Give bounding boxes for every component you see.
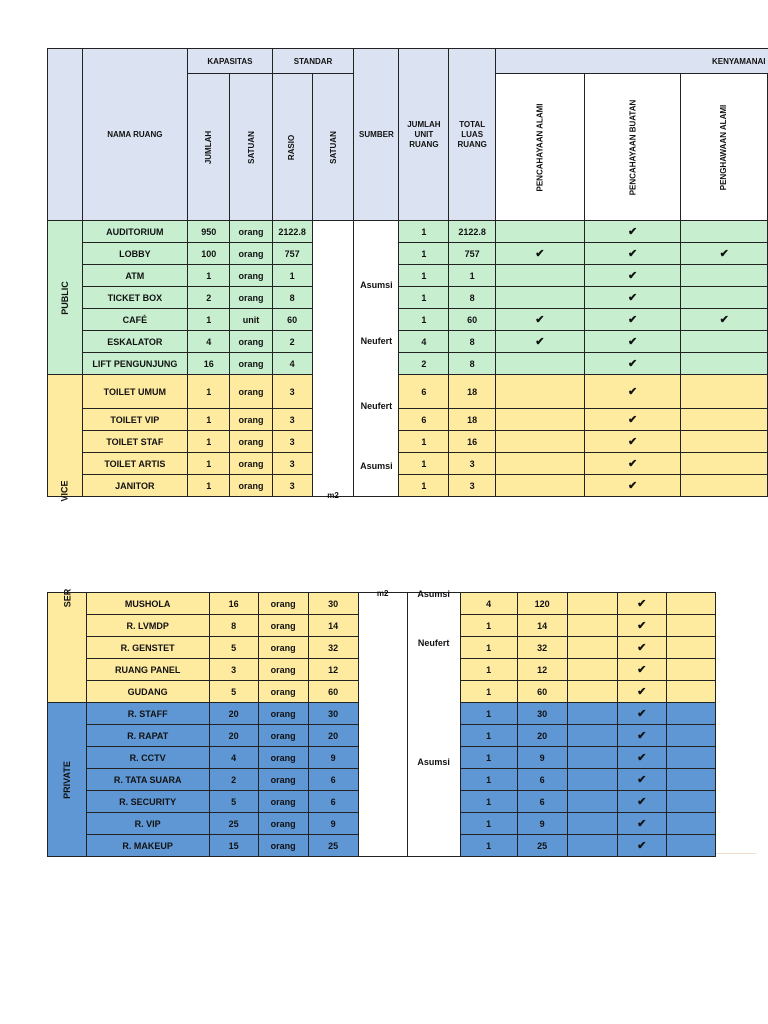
total-luas-value: 2122.8 [449,221,495,243]
jumlah-value: 16 [188,353,230,375]
header-jumlah: JUMLAH [204,130,214,164]
header-rasio-cell [272,74,312,221]
penghawaan-alami-check [681,221,768,243]
pencahayaan-alami-check [495,431,584,453]
penghawaan-alami-check [666,835,715,857]
jumlah-unit-value: 1 [460,681,517,703]
satuan-value: orang [258,593,308,615]
pencahayaan-buatan-check: ✔ [617,747,666,769]
jumlah-unit-value: 1 [460,615,517,637]
space-program-table-bottom [47,588,716,857]
table-row [48,331,768,353]
room-name: R. VIP [86,813,209,835]
rasio-value: 2 [272,331,312,353]
satuan-value: orang [230,431,272,453]
pencahayaan-buatan-check: ✔ [617,703,666,725]
rasio-value: 12 [308,659,358,681]
jumlah-unit-value: 1 [399,243,449,265]
room-name: MUSHOLA [86,593,209,615]
jumlah-value: 100 [188,243,230,265]
header-penghawaan-alami: PENGHAWAAN ALAMI [719,104,729,190]
pencahayaan-alami-check [567,637,617,659]
table-row [48,309,768,331]
pencahayaan-buatan-check: ✔ [617,593,666,615]
rasio-value: 2122.8 [272,221,312,243]
pencahayaan-buatan-check: ✔ [617,615,666,637]
jumlah-unit-value: 1 [399,287,449,309]
pencahayaan-alami-check [495,475,584,497]
sumber-cell [354,221,399,497]
source-label: Asumsi [360,280,393,290]
satuan-value: orang [230,353,272,375]
rasio-value: 30 [308,593,358,615]
room-name: R. STAFF [86,703,209,725]
jumlah-value: 2 [209,769,258,791]
jumlah-unit-value: 4 [399,331,449,353]
pencahayaan-buatan-check: ✔ [617,791,666,813]
room-name: TOILET VIP [82,409,188,431]
jumlah-unit-value: 6 [399,375,449,409]
pencahayaan-buatan-check: ✔ [584,265,681,287]
header-pa-cell [495,74,584,221]
jumlah-unit-value: 2 [399,353,449,375]
jumlah-unit-value: 1 [399,431,449,453]
penghawaan-alami-check [681,453,768,475]
penghawaan-alami-check [666,747,715,769]
room-name: R. CCTV [86,747,209,769]
satuan-value: orang [230,375,272,409]
room-name: TOILET STAF [82,431,188,453]
penghawaan-alami-check: ✔ [681,309,768,331]
rasio-value: 30 [308,703,358,725]
table-row [48,375,768,409]
pencahayaan-buatan-check: ✔ [617,725,666,747]
room-name: TICKET BOX [82,287,188,309]
rasio-value: 9 [308,813,358,835]
penghawaan-alami-check: ✔ [681,243,768,265]
pencahayaan-buatan-check: ✔ [584,375,681,409]
rasio-value: 4 [272,353,312,375]
header-ph-cell [681,74,768,221]
table-header [48,49,768,221]
rasio-value: 60 [308,681,358,703]
jumlah-value: 20 [209,703,258,725]
rasio-value: 6 [308,769,358,791]
pencahayaan-buatan-check: ✔ [584,221,681,243]
rasio-value: 1 [272,265,312,287]
pencahayaan-alami-check [495,265,584,287]
rasio-value: 8 [272,287,312,309]
sumber-cell [407,589,460,857]
source-label: Neufert [360,401,393,411]
table-body-bottom [48,588,716,857]
jumlah-unit-value: 4 [460,593,517,615]
penghawaan-alami-check [666,681,715,703]
penghawaan-alami-check [681,287,768,309]
room-name: R. GENSTET [86,637,209,659]
satuan-value: orang [230,409,272,431]
rasio-value: 32 [308,637,358,659]
table-row [48,265,768,287]
total-luas-value: 18 [449,409,495,431]
rasio-value: 3 [272,375,312,409]
source-label: Neufert [417,638,450,648]
satuan-value: orang [230,331,272,353]
pencahayaan-alami-check: ✔ [495,309,584,331]
rasio-value: 9 [308,747,358,769]
room-name: JANITOR [82,475,188,497]
penghawaan-alami-check [681,265,768,287]
top-table-section [0,0,768,502]
jumlah-value: 1 [188,265,230,287]
total-luas-value: 12 [517,659,567,681]
pencahayaan-buatan-check: ✔ [617,637,666,659]
penghawaan-alami-check [681,431,768,453]
pencahayaan-alami-check [567,615,617,637]
header-satuan2-cell [312,74,354,221]
jumlah-value: 5 [209,791,258,813]
pencahayaan-alami-check [567,835,617,857]
pencahayaan-alami-check [567,703,617,725]
pencahayaan-alami-check [567,681,617,703]
pencahayaan-buatan-check: ✔ [584,287,681,309]
rasio-value: 3 [272,431,312,453]
room-name: CAFÉ [82,309,188,331]
pencahayaan-alami-check [495,287,584,309]
pencahayaan-alami-check [495,221,584,243]
table-row [48,431,768,453]
jumlah-value: 3 [209,659,258,681]
group-label-service: VICE [59,480,70,502]
table-row [48,221,768,243]
total-luas-value: 60 [449,309,495,331]
jumlah-value: 1 [188,431,230,453]
penghawaan-alami-check [666,703,715,725]
table-row [48,475,768,497]
penghawaan-alami-check [666,725,715,747]
room-name: R. MAKEUP [86,835,209,857]
jumlah-value: 2 [188,287,230,309]
total-luas-value: 3 [449,475,495,497]
rasio-value: 3 [272,409,312,431]
pencahayaan-buatan-check: ✔ [584,453,681,475]
header-total-luas: TOTAL LUAS RUANG [449,49,495,221]
header-rasio: RASIO [287,134,297,160]
source-label: Asumsi [417,757,450,767]
table-row [48,453,768,475]
jumlah-value: 1 [188,409,230,431]
penghawaan-alami-check [666,813,715,835]
rasio-value: 3 [272,453,312,475]
total-luas-value: 14 [517,615,567,637]
jumlah-unit-value: 1 [460,725,517,747]
table-row [48,409,768,431]
satuan-value: orang [258,637,308,659]
total-luas-value: 120 [517,593,567,615]
group-label-private: PRIVATE [61,760,72,799]
room-name: R. RAPAT [86,725,209,747]
jumlah-unit-value: 1 [460,659,517,681]
jumlah-value: 1 [188,375,230,409]
satuan-standar-value: m2 [327,491,339,500]
header-pencahayaan-alami: PENCAHAYAAN ALAMI [535,102,545,192]
satuan-value: orang [258,615,308,637]
group-header-cell [48,49,83,221]
satuan-value: orang [258,791,308,813]
total-luas-value: 8 [449,331,495,353]
bottom-table-section [0,588,768,858]
table-row [48,243,768,265]
room-name: TOILET UMUM [82,375,188,409]
pencahayaan-buatan-check: ✔ [584,309,681,331]
pencahayaan-alami-check [567,813,617,835]
satuan-value: unit [230,309,272,331]
penghawaan-alami-check [666,637,715,659]
room-name: R. SECURITY [86,791,209,813]
satuan-value: orang [230,221,272,243]
pencahayaan-alami-check [567,659,617,681]
satuan-value: orang [230,475,272,497]
pencahayaan-buatan-check: ✔ [584,409,681,431]
pencahayaan-buatan-check: ✔ [584,353,681,375]
jumlah-value: 5 [209,681,258,703]
total-luas-value: 6 [517,791,567,813]
jumlah-unit-value: 1 [460,747,517,769]
satuan-value: orang [258,703,308,725]
room-name: ESKALATOR [82,331,188,353]
penghawaan-alami-check [666,615,715,637]
group-label-service-cont-cell [48,588,87,703]
jumlah-unit-value: 1 [399,221,449,243]
rasio-value: 757 [272,243,312,265]
pencahayaan-alami-check [567,725,617,747]
pencahayaan-alami-check: ✔ [495,243,584,265]
source-label: Asumsi [417,589,450,599]
jumlah-value: 1 [188,309,230,331]
header-kapasitas: KAPASITAS [188,49,273,74]
jumlah-value: 8 [209,615,258,637]
rasio-value: 14 [308,615,358,637]
pencahayaan-alami-check [495,353,584,375]
pencahayaan-buatan-check: ✔ [617,769,666,791]
group-label-service-cont: SER [61,588,72,608]
pencahayaan-buatan-check: ✔ [617,835,666,857]
jumlah-value: 25 [209,813,258,835]
jumlah-unit-value: 1 [399,453,449,475]
penghawaan-alami-check [681,331,768,353]
jumlah-unit-value: 6 [399,409,449,431]
room-name: TOILET ARTIS [82,453,188,475]
satuan-standar-value: m2 [376,589,389,598]
source-label: Neufert [360,336,393,346]
penghawaan-alami-check [666,659,715,681]
header-satuan-standar: SATUAN [328,130,338,164]
pencahayaan-buatan-check: ✔ [584,475,681,497]
total-luas-value: 25 [517,835,567,857]
total-luas-value: 9 [517,813,567,835]
jumlah-unit-value: 1 [399,309,449,331]
room-name: RUANG PANEL [86,659,209,681]
group-label-public-cell [48,221,83,375]
rasio-value: 25 [308,835,358,857]
jumlah-value: 1 [188,453,230,475]
jumlah-value: 4 [188,331,230,353]
jumlah-unit-value: 1 [399,265,449,287]
pencahayaan-alami-check [567,747,617,769]
room-name: ATM [82,265,188,287]
total-luas-value: 18 [449,375,495,409]
pencahayaan-alami-check: ✔ [495,331,584,353]
satuan-value: orang [258,681,308,703]
jumlah-value: 15 [209,835,258,857]
total-luas-value: 32 [517,637,567,659]
room-name: R. TATA SUARA [86,769,209,791]
jumlah-unit-value: 1 [399,475,449,497]
table-body-top [48,221,768,502]
pencahayaan-alami-check [495,453,584,475]
pencahayaan-alami-check [567,769,617,791]
satuan-value: orang [258,747,308,769]
satuan-value: orang [258,659,308,681]
room-name: LOBBY [82,243,188,265]
jumlah-unit-value: 1 [460,637,517,659]
header-standar: STANDAR [272,49,354,74]
jumlah-unit-value: 1 [460,791,517,813]
space-program-table-top [47,48,768,502]
penghawaan-alami-check [681,409,768,431]
rasio-value: 20 [308,725,358,747]
rasio-value: 60 [272,309,312,331]
pencahayaan-buatan-check: ✔ [617,659,666,681]
total-luas-value: 20 [517,725,567,747]
total-luas-value: 8 [449,287,495,309]
room-name: GUDANG [86,681,209,703]
pencahayaan-buatan-check: ✔ [617,681,666,703]
jumlah-unit-value: 1 [460,769,517,791]
pencahayaan-alami-check [567,593,617,615]
satuan-value: orang [258,725,308,747]
header-sumber: SUMBER [354,49,399,221]
total-luas-value: 30 [517,703,567,725]
total-luas-value: 60 [517,681,567,703]
satuan-value: orang [230,453,272,475]
rasio-value: 3 [272,475,312,497]
source-label: Asumsi [360,461,393,471]
jumlah-value: 950 [188,221,230,243]
room-name: R. LVMDP [86,615,209,637]
penghawaan-alami-check [681,475,768,497]
group-label-public: PUBLIC [59,280,70,315]
penghawaan-alami-check [681,353,768,375]
group-label-private-cell [48,703,87,857]
header-jumlah-unit: JUMLAH UNIT RUANG [399,49,449,221]
rasio-value: 6 [308,791,358,813]
satuan-value: orang [258,769,308,791]
satuan-standar-cell [312,221,354,500]
header-kenyamanan: KENYAMANAI [495,49,767,74]
pencahayaan-buatan-check: ✔ [584,431,681,453]
header-pencahayaan-buatan: PENCAHAYAAN BUATAN [628,99,638,195]
total-luas-value: 1 [449,265,495,287]
jumlah-unit-value: 1 [460,703,517,725]
jumlah-value: 4 [209,747,258,769]
total-luas-value: 9 [517,747,567,769]
table-row [48,353,768,375]
satuan-value: orang [230,287,272,309]
pencahayaan-alami-check [495,375,584,409]
header-pb-cell [584,74,681,221]
jumlah-value: 20 [209,725,258,747]
header-jumlah-cell [188,74,230,221]
pencahayaan-alami-check [567,791,617,813]
satuan-standar-cell [358,589,407,857]
penghawaan-alami-check [666,593,715,615]
total-luas-value: 757 [449,243,495,265]
penghawaan-alami-check [666,791,715,813]
jumlah-unit-value: 1 [460,835,517,857]
header-satuan-cell [230,74,272,221]
jumlah-value: 1 [188,475,230,497]
pencahayaan-buatan-check: ✔ [584,243,681,265]
table-row [48,593,716,615]
jumlah-value: 16 [209,593,258,615]
satuan-value: orang [258,813,308,835]
jumlah-unit-value: 1 [460,813,517,835]
group-label-service-cell [48,375,83,502]
penghawaan-alami-check [666,769,715,791]
table-row [48,287,768,309]
satuan-value: orang [230,265,272,287]
pencahayaan-buatan-check: ✔ [584,331,681,353]
header-nama-ruang: NAMA RUANG [82,49,188,221]
total-luas-value: 8 [449,353,495,375]
jumlah-value: 5 [209,637,258,659]
total-luas-value: 6 [517,769,567,791]
pencahayaan-buatan-check: ✔ [617,813,666,835]
satuan-value: orang [258,835,308,857]
room-name: AUDITORIUM [82,221,188,243]
satuan-value: orang [230,243,272,265]
total-luas-value: 16 [449,431,495,453]
header-satuan: SATUAN [246,130,256,164]
room-name: LIFT PENGUNJUNG [82,353,188,375]
pencahayaan-alami-check [495,409,584,431]
total-luas-value: 3 [449,453,495,475]
penghawaan-alami-check [681,375,768,409]
